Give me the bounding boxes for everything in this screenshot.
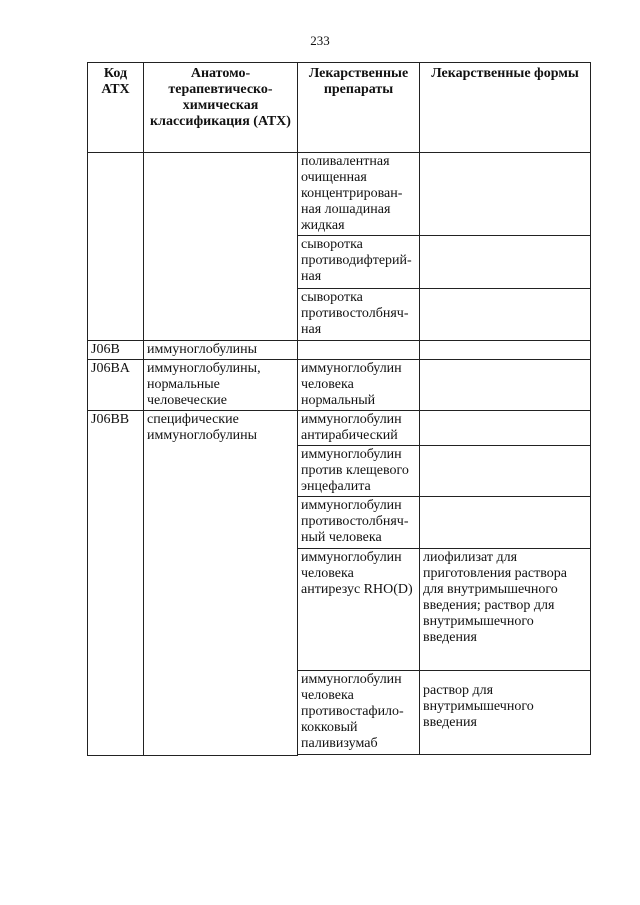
classification-cell: иммуноглобулины <box>144 341 298 360</box>
drug-cell: иммуноглобулин человека нормальный <box>298 360 420 411</box>
header-code: Код АТХ <box>88 63 144 153</box>
drug-cell: иммуноглобулин человека противостафило-кокковый паливизумаб <box>298 671 420 755</box>
drug-cell: иммуноглобулин антирабический <box>298 411 420 446</box>
form-cell <box>420 153 591 236</box>
header-classification: Анатомо-терапевтическо-химическая классификация (АТХ) <box>144 63 298 153</box>
table-row <box>88 153 617 236</box>
code-cell: J06BA <box>88 360 144 411</box>
drug-cell: иммуноглобулин человека антирезус RHO(D) <box>298 549 420 671</box>
table-row <box>88 411 617 446</box>
form-cell <box>420 289 591 341</box>
classification-cell: иммуноглобулины, нормальные человеческие <box>144 360 298 411</box>
table-row <box>88 360 617 411</box>
atx-table <box>87 62 616 756</box>
form-cell <box>420 411 591 446</box>
drug-cell: поливалентная очищенная концентрирован-ная лошадиная жидкая <box>298 153 420 236</box>
drug-cell <box>298 341 420 360</box>
drug-cell: сыворотка противодифтерий-ная <box>298 236 420 289</box>
table-row <box>88 341 617 360</box>
code-cell <box>88 153 144 341</box>
code-cell: J06BB <box>88 411 144 756</box>
table-header-row <box>88 63 617 153</box>
header-forms: Лекарственные формы <box>420 63 591 153</box>
code-cell: J06B <box>88 341 144 360</box>
classification-cell: специфические иммуноглобулины <box>144 411 298 756</box>
drug-cell: иммуноглобулин против клещевого энцефалита <box>298 446 420 497</box>
form-cell <box>420 497 591 549</box>
form-cell <box>420 360 591 411</box>
form-cell: лиофилизат для приготовления раствора для внутримышечного введения; раствор для внутримышечного введения <box>420 549 591 671</box>
form-cell: раствор для внутримышечного введения <box>420 671 591 755</box>
form-cell <box>420 236 591 289</box>
drug-cell: иммуноглобулин противостолбняч-ный человека <box>298 497 420 549</box>
form-cell <box>420 446 591 497</box>
drug-cell: сыворотка противостолбняч-ная <box>298 289 420 341</box>
header-drugs: Лекарственные препараты <box>298 63 420 153</box>
form-cell <box>420 341 591 360</box>
classification-cell <box>144 153 298 341</box>
page-number: 233 <box>310 33 330 48</box>
